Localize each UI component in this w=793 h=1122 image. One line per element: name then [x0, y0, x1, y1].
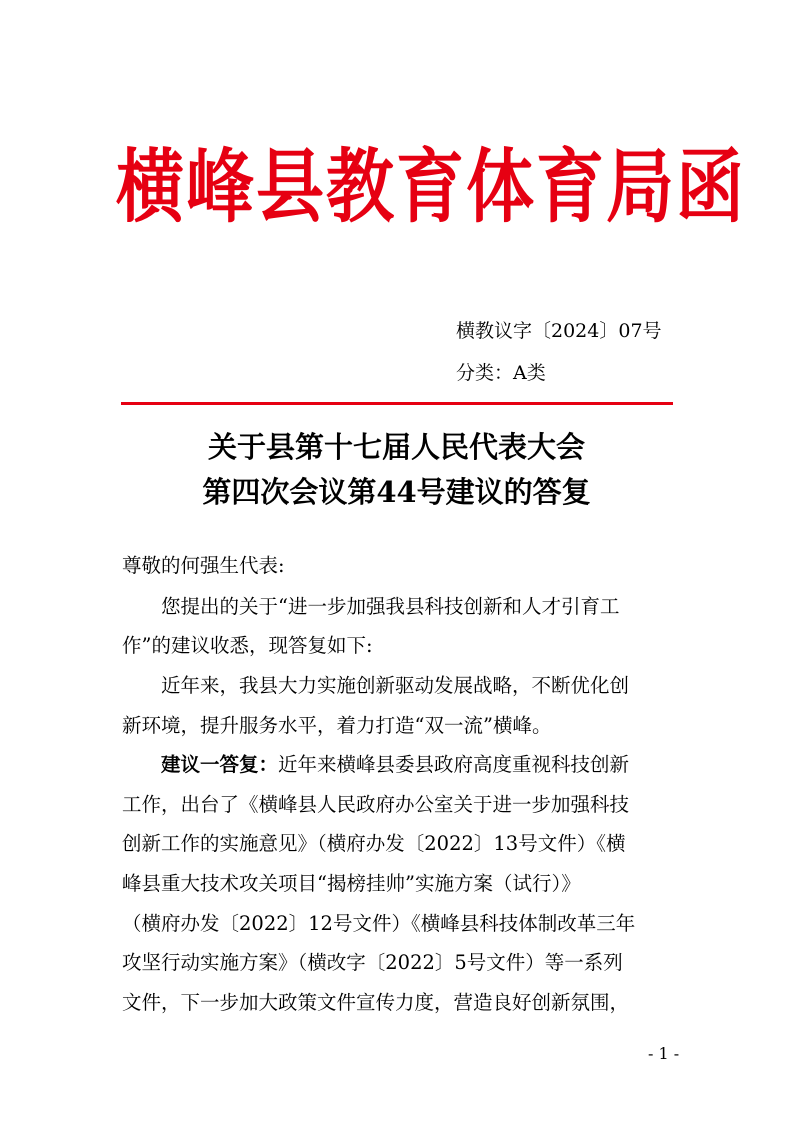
body-line: 峰县重大技术攻关项目“揭榜挂帅”实施方案（试行）》 [122, 872, 581, 895]
page-number: - 1 - [648, 1044, 680, 1063]
body-line: 近年来，我县大力实施创新驱动发展战略，不断优化创 [122, 674, 630, 697]
body-line: 工作，出台了《横峰县人民政府办公室关于进一步加强科技 [122, 793, 630, 816]
body-line: 作”的建议收悉，现答复如下: [122, 634, 373, 657]
document-title-line-2: 第四次会议第44号建议的答复 [202, 475, 591, 509]
body-line: 攻坚行动实施方案》（横改字〔2022〕5号文件）等一系列 [122, 951, 623, 974]
reply-paragraph-first-line [122, 755, 682, 775]
body-line: （横府办发〔2022〕12号文件）《横峰县科技体制改革三年 [122, 912, 636, 935]
body-line: 创新工作的实施意见》（横府办发〔2022〕13号文件）《横 [122, 832, 626, 855]
document-number: 横教议字〔2024〕07号 [456, 320, 662, 342]
body-line: 文件，下一步加大政策文件宣传力度，营造良好创新氛围， [122, 991, 630, 1014]
reply-label: 建议一答复： [161, 753, 279, 776]
issuer-header-title: 横峰县教育体育局函 [116, 140, 747, 235]
body-line: 新环境，提升服务水平，着力打造“双一流”横峰。 [122, 714, 552, 737]
document-title-line-1: 关于县第十七届人民代表大会 [207, 430, 585, 464]
reply-first-line-text: 近年来横峰县委县政府高度重视科技创新 [278, 753, 630, 776]
body-line: 您提出的关于“进一步加强我县科技创新和人才引育工 [122, 595, 620, 618]
document-category: 分类：A类 [456, 362, 546, 384]
salutation: 尊敬的何强生代表: [122, 554, 285, 577]
red-divider-line [121, 402, 673, 405]
